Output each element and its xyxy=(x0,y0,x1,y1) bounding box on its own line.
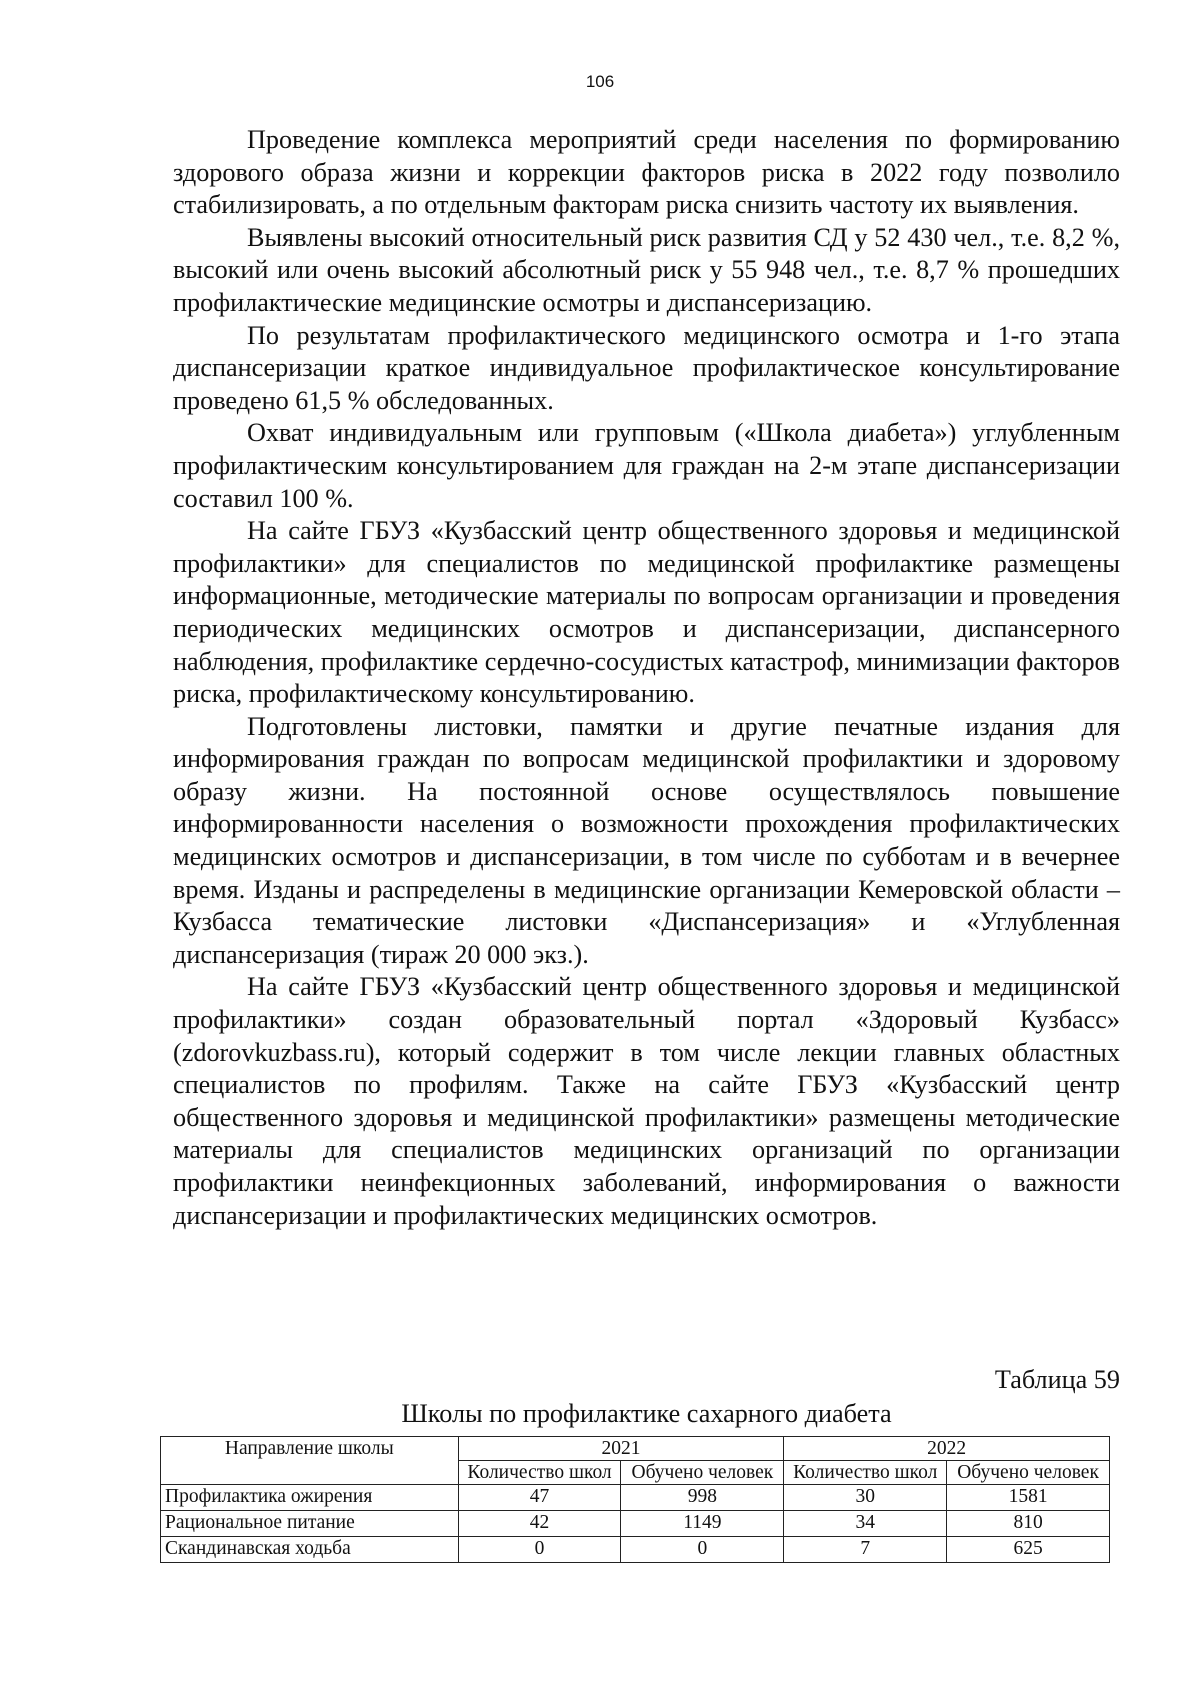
cell-schools-2022: 30 xyxy=(784,1485,947,1511)
row-name: Скандинавская ходьба xyxy=(161,1537,459,1563)
cell-trained-2021: 1149 xyxy=(621,1511,784,1537)
paragraph: На сайте ГБУЗ «Кузбасский центр общественного здоровья и медицинской профилактики» создан образовательный портал «Здоровый Кузбасс» (zdorovkuzbass.ru), который содержит в том числе лекции главных областных специалистов по профилям. Также на сайте ГБУЗ «Кузбасский центр общественного здоровья и медицинской профилактики» размещены методические материалы для специалистов медицинских организаций по организации профилактики неинфекционных заболеваний, информирования о важности диспансеризации и профилактических медицинских осмотров. xyxy=(173,972,1120,1230)
page-number: 106 xyxy=(585,72,615,91)
cell-trained-2022: 810 xyxy=(947,1511,1110,1537)
paragraph: На сайте ГБУЗ «Кузбасский центр общественного здоровья и медицинской профилактики» для специалистов по медицинской профилактике размещены информационные, методические материалы по вопросам организации и проведения периодических медицинских осмотров и диспансеризации, диспансерного наблюдения, профилактике сердечно-сосудистых катастроф, минимизации факторов риска, профилактическому консультированию. xyxy=(173,516,1120,709)
paragraph: Проведение комплекса мероприятий среди населения по формированию здорового образа жизни и коррекции факторов риска в 2022 году позволило стабилизировать, а по отдельным факторам риска снизить частоту их выявления. xyxy=(173,125,1120,220)
header-trained-people: Обучено человек xyxy=(621,1461,784,1485)
table-title: Школы по профилактике сахарного диабета xyxy=(401,1399,892,1428)
header-count-schools: Количество школ xyxy=(458,1461,621,1485)
header-year-2022: 2022 xyxy=(784,1437,1110,1461)
paragraph: По результатам профилактического медицинского осмотра и 1-го этапа диспансеризации краткое индивидуальное профилактическое консультирование проведено 61,5 % обследованных. xyxy=(173,320,1120,415)
table-caption: Таблица 59 xyxy=(994,1365,1120,1394)
table-row xyxy=(161,1511,1110,1537)
header-trained-people: Обучено человек xyxy=(947,1461,1110,1485)
table-row xyxy=(161,1537,1110,1563)
cell-trained-2022: 1581 xyxy=(947,1485,1110,1511)
cell-trained-2022: 625 xyxy=(947,1537,1110,1563)
header-direction: Направление школы xyxy=(161,1437,459,1485)
cell-schools-2022: 34 xyxy=(784,1511,947,1537)
cell-schools-2021: 0 xyxy=(458,1537,621,1563)
paragraph: Охват индивидуальным или групповым («Школа диабета») углубленным профилактическим консультированием для граждан на 2-м этапе диспансеризации составил 100 %. xyxy=(173,418,1120,513)
row-name: Профилактика ожирения xyxy=(161,1485,459,1511)
row-name: Рациональное питание xyxy=(161,1511,459,1537)
cell-trained-2021: 998 xyxy=(621,1485,784,1511)
paragraph: Подготовлены листовки, памятки и другие печатные издания для информирования граждан по вопросам медицинской профилактики и здоровому образу жизни. На постоянной основе осуществлялось повышение информированности населения о возможности прохождения профилактических медицинских осмотров и диспансеризации, в том числе по субботам и в вечернее время. Изданы и распределены в медицинские организации Кемеровской области – Кузбасса тематические листовки «Диспансеризация» и «Углубленная диспансеризация (тираж 20 000 экз.). xyxy=(173,711,1120,969)
table-header-row xyxy=(161,1437,1110,1461)
schools-table xyxy=(160,1436,1110,1563)
cell-schools-2022: 7 xyxy=(784,1537,947,1563)
table-row xyxy=(161,1485,1110,1511)
body-text xyxy=(173,124,1120,1232)
header-year-2021: 2021 xyxy=(458,1437,784,1461)
header-count-schools: Количество школ xyxy=(784,1461,947,1485)
cell-trained-2021: 0 xyxy=(621,1537,784,1563)
cell-schools-2021: 42 xyxy=(458,1511,621,1537)
cell-schools-2021: 47 xyxy=(458,1485,621,1511)
paragraph: Выявлены высокий относительный риск развития СД у 52 430 чел., т.е. 8,2 %, высокий или очень высокий абсолютный риск у 55 948 чел., т.е. 8,7 % прошедших профилактические медицинские осмотры и диспансеризацию. xyxy=(173,222,1120,317)
